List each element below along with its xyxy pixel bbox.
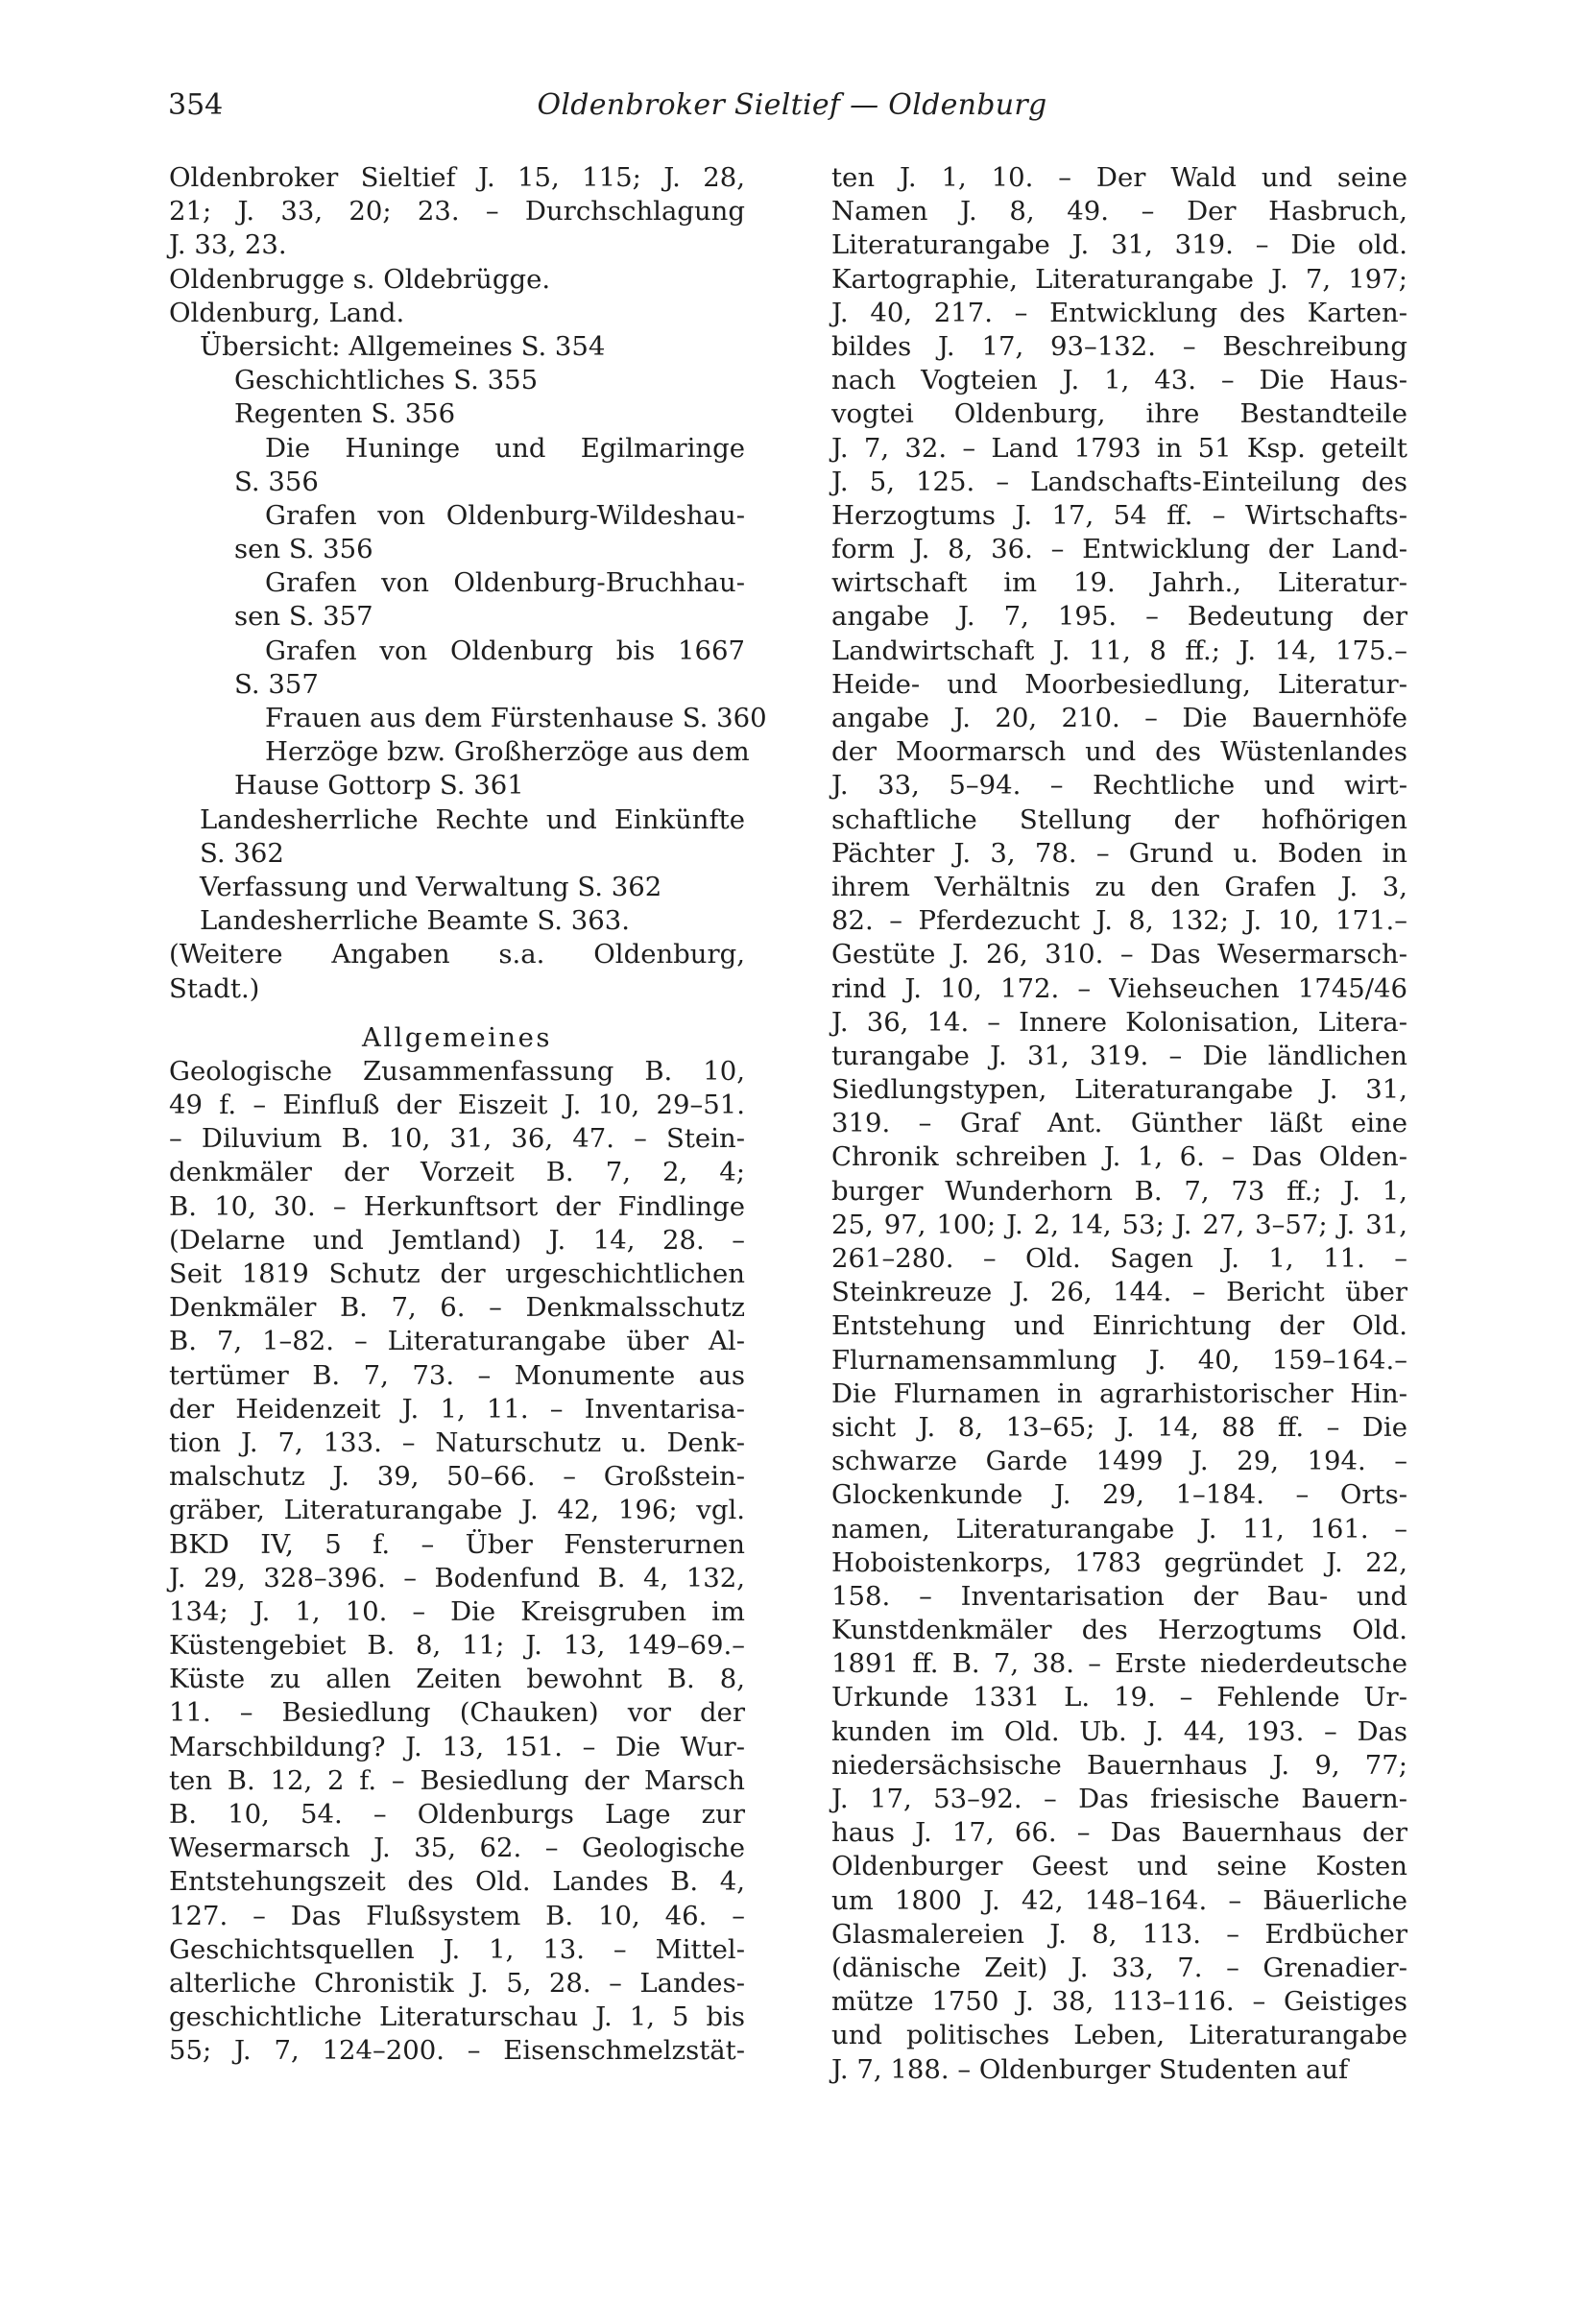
index-line: (dänische Zeit) J. 33, 7. – Grenadier-: [831, 1952, 1407, 1983]
index-line: burger Wunderhorn B. 7, 73 ff.; J. 1,: [831, 1175, 1407, 1207]
index-line: malschutz J. 39, 50–66. – Großstein-: [169, 1461, 745, 1493]
index-line: sen S. 356: [234, 534, 373, 565]
index-line: Grafen von Oldenburg bis 1667: [265, 635, 745, 666]
index-line: J. 5, 125. – Landschafts-Einteilung des: [831, 466, 1407, 497]
index-line: (Delarne und Jemtland) J. 14, 28. –: [169, 1224, 745, 1256]
index-line: schaftliche Stellung der hofhörigen: [831, 803, 1407, 835]
page-number: 354: [168, 88, 224, 122]
index-line: 55; J. 7, 124–200. – Eisenschmelzstät-: [169, 2035, 745, 2067]
index-line: 134; J. 1, 10. – Die Kreisgruben im: [169, 1595, 745, 1627]
index-line: 21; J. 33, 20; 23. – Durchschlagung: [169, 196, 745, 228]
index-line: B. 10, 54. – Oldenburgs Lage zur: [169, 1799, 745, 1830]
index-line: Frauen aus dem Fürstenhause S. 360: [265, 703, 767, 733]
index-line: J. 17, 53–92. – Das friesische Bauern-: [831, 1784, 1407, 1814]
index-line: Urkunde 1331 L. 19. – Fehlende Ur-: [831, 1682, 1407, 1713]
index-line: Wesermarsch J. 35, 62. – Geologische: [169, 1833, 745, 1864]
index-line: Regenten S. 356: [234, 398, 456, 430]
index-line: Glasmalereien J. 8, 113. – Erdbücher: [831, 1918, 1407, 1950]
index-line: der Heidenzeit J. 1, 11. – Inventarisa-: [169, 1393, 745, 1425]
section-heading: Allgemeines: [361, 1021, 553, 1053]
index-line: BKD IV, 5 f. – Über Fensterurnen: [169, 1528, 745, 1560]
index-line: – Diluvium B. 10, 31, 36, 47. – Stein-: [169, 1123, 745, 1155]
index-line: Namen J. 8, 49. – Der Hasbruch,: [831, 196, 1407, 228]
index-line: Küstengebiet B. 8, 11; J. 13, 149–69.–: [169, 1630, 745, 1662]
index-line: Steinkreuze J. 26, 144. – Bericht über: [831, 1277, 1407, 1308]
index-line: Glockenkunde J. 29, 1–184. – Orts-: [831, 1479, 1407, 1511]
index-line: Chronik schreiben J. 1, 6. – Das Olden-: [831, 1141, 1407, 1173]
index-line: mütze 1750 J. 38, 113–116. – Geistiges: [831, 1986, 1407, 2018]
index-line: Marschbildung? J. 13, 151. – Die Wur-: [169, 1731, 745, 1762]
index-line: Die Flurnamen in agrarhistorischer Hin-: [831, 1378, 1407, 1409]
index-line: sen S. 357: [234, 601, 373, 633]
running-head: Oldenbroker Sieltief — Oldenburg: [537, 88, 1047, 122]
index-line: Landesherrliche Rechte und Einkünfte: [200, 803, 745, 835]
index-line: S. 362: [200, 837, 284, 869]
index-line: tertümer B. 7, 73. – Monumente aus: [169, 1359, 745, 1391]
index-line: angabe J. 20, 210. – Die Bauernhöfe: [831, 703, 1407, 733]
index-line: form J. 8, 36. – Entwicklung der Land-: [831, 534, 1407, 565]
index-line: 25, 97, 100; J. 2, 14, 53; J. 27, 3–57; J. 31,: [831, 1209, 1407, 1240]
index-line: 1891 ff. B. 7, 38. – Erste niederdeutsche: [831, 1648, 1407, 1680]
index-line: Kunstdenkmäler des Herzogtums Old.: [831, 1615, 1407, 1646]
index-line: turangabe J. 31, 319. – Die ländlichen: [831, 1040, 1407, 1071]
index-line: Kartographie, Literaturangabe J. 7, 197;: [831, 263, 1407, 295]
index-line: um 1800 J. 42, 148–164. – Bäuerliche: [831, 1884, 1407, 1916]
index-line: Verfassung und Verwaltung S. 362: [200, 871, 662, 902]
index-line: (Weitere Angaben s.a. Oldenburg,: [169, 939, 745, 970]
index-line: niedersächsische Bauernhaus J. 9, 77;: [831, 1749, 1407, 1781]
index-line: 11. – Besiedlung (Chauken) vor der: [169, 1697, 745, 1729]
index-line: J. 7, 188. – Oldenburger Studenten auf: [831, 2053, 1349, 2085]
index-line: J. 29, 328–396. – Bodenfund B. 4, 132,: [169, 1562, 745, 1593]
left-column: [169, 161, 767, 2069]
index-line: J. 33, 5–94. – Rechtliche und wirt-: [831, 770, 1407, 802]
page-header: [168, 88, 1416, 131]
index-line: J. 36, 14. – Innere Kolonisation, Litera-: [831, 1006, 1407, 1038]
index-line: schwarze Garde 1499 J. 29, 194. –: [831, 1446, 1407, 1477]
index-line: Oldenbrugge s. Oldebrügge.: [169, 263, 551, 295]
index-line: Gestüte J. 26, 310. – Das Wesermarsch-: [831, 939, 1407, 970]
index-line: 127. – Das Flußsystem B. 10, 46. –: [169, 1900, 745, 1931]
index-line: und politisches Leben, Literaturangabe: [831, 2020, 1407, 2051]
index-line: ten J. 1, 10. – Der Wald und seine: [831, 162, 1407, 193]
index-line: 82. – Pferdezucht J. 8, 132; J. 10, 171.–: [831, 905, 1407, 937]
index-line: Landwirtschaft J. 11, 8 ff.; J. 14, 175.–: [831, 635, 1407, 666]
index-line: namen, Literaturangabe J. 11, 161. –: [831, 1513, 1407, 1545]
index-line: B. 10, 30. – Herkunftsort der Findlinge: [169, 1190, 745, 1222]
index-line: Landesherrliche Beamte S. 363.: [200, 905, 630, 937]
index-line: Flurnamensammlung J. 40, 159–164.–: [831, 1344, 1407, 1376]
index-line: Geschichtsquellen J. 1, 13. – Mittel-: [169, 1933, 745, 1965]
index-line: Übersicht: Allgemeines S. 354: [200, 330, 606, 362]
index-line: vogtei Oldenburg, ihre Bestandteile: [831, 398, 1407, 430]
index-line: denkmäler der Vorzeit B. 7, 2, 4;: [169, 1157, 745, 1188]
index-line: S. 357: [234, 668, 319, 700]
index-line: kunden im Old. Ub. J. 44, 193. – Das: [831, 1715, 1407, 1747]
index-line: sicht J. 8, 13–65; J. 14, 88 ff. – Die: [831, 1411, 1407, 1443]
index-line: Geologische Zusammenfassung B. 10,: [169, 1055, 745, 1087]
index-line: Geschichtliches S. 355: [234, 365, 539, 396]
right-column: [831, 161, 1407, 2087]
index-line: 158. – Inventarisation der Bau- und: [831, 1580, 1407, 1612]
index-line: bildes J. 17, 93–132. – Beschreibung: [831, 330, 1407, 362]
index-line: J. 7, 32. – Land 1793 in 51 Ksp. geteilt: [831, 432, 1407, 464]
index-line: rind J. 10, 172. – Viehseuchen 1745/46: [831, 972, 1407, 1004]
index-line: Pächter J. 3, 78. – Grund u. Boden in: [831, 837, 1407, 869]
index-line: 261–280. – Old. Sagen J. 1, 11. –: [831, 1243, 1407, 1274]
index-line: S. 356: [234, 466, 319, 497]
index-line: Siedlungstypen, Literaturangabe J. 31,: [831, 1074, 1407, 1106]
index-line: der Moormarsch und des Wüstenlandes: [831, 736, 1407, 768]
index-line: ten B. 12, 2 f. – Besiedlung der Marsch: [169, 1764, 745, 1796]
index-line: haus J. 17, 66. – Das Bauernhaus der: [831, 1817, 1407, 1849]
index-line: 319. – Graf Ant. Günther läßt eine: [831, 1108, 1407, 1139]
index-line: Herzogtums J. 17, 54 ff. – Wirtschafts-: [831, 499, 1407, 531]
index-line: J. 40, 217. – Entwicklung des Karten-: [831, 297, 1407, 328]
index-line: Stadt.): [169, 972, 260, 1004]
index-line: B. 7, 1–82. – Literaturangabe über Al-: [169, 1326, 745, 1357]
index-line: J. 33, 23.: [169, 229, 287, 261]
index-line: nach Vogteien J. 1, 43. – Die Haus-: [831, 365, 1407, 396]
index-line: Entstehungszeit des Old. Landes B. 4,: [169, 1866, 745, 1898]
index-line: Heide- und Moorbesiedlung, Literatur-: [831, 668, 1407, 700]
index-line: Literaturangabe J. 31, 319. – Die old.: [831, 229, 1407, 261]
index-line: angabe J. 7, 195. – Bedeutung der: [831, 601, 1407, 633]
index-line: Oldenburger Geest und seine Kosten: [831, 1851, 1407, 1882]
index-line: Hause Gottorp S. 361: [234, 770, 524, 802]
index-line: alterliche Chronistik J. 5, 28. – Landes-: [169, 1967, 745, 1999]
index-line: Seit 1819 Schutz der urgeschichtlichen: [169, 1258, 745, 1289]
index-line: Die Huninge und Egilmaringe: [265, 432, 745, 464]
index-line: 49 f. – Einfluß der Eiszeit J. 10, 29–51.: [169, 1090, 745, 1121]
index-line: gräber, Literaturangabe J. 42, 196; vgl.: [169, 1495, 745, 1526]
index-line: Grafen von Oldenburg-Wildeshau-: [265, 499, 745, 531]
index-line: Oldenburg, Land.: [169, 297, 405, 328]
index-line: Küste zu allen Zeiten bewohnt B. 8,: [169, 1664, 745, 1695]
index-line: Herzöge bzw. Großherzöge aus dem: [265, 736, 750, 768]
index-line: Denkmäler B. 7, 6. – Denkmalsschutz: [169, 1292, 745, 1324]
section-gap: [169, 1006, 745, 1021]
index-line: tion J. 7, 133. – Naturschutz u. Denk-: [169, 1426, 745, 1458]
index-line: Entstehung und Einrichtung der Old.: [831, 1310, 1407, 1342]
index-line: Hoboistenkorps, 1783 gegründet J. 22,: [831, 1546, 1407, 1578]
index-line: Oldenbroker Sieltief J. 15, 115; J. 28,: [169, 162, 745, 193]
index-line: ihrem Verhältnis zu den Grafen J. 3,: [831, 871, 1407, 902]
index-line: wirtschaft im 19. Jahrh., Literatur-: [831, 567, 1407, 599]
index-line: Grafen von Oldenburg-Bruchhau-: [265, 567, 745, 599]
index-line: geschichtliche Literaturschau J. 1, 5 bis: [169, 2001, 745, 2033]
